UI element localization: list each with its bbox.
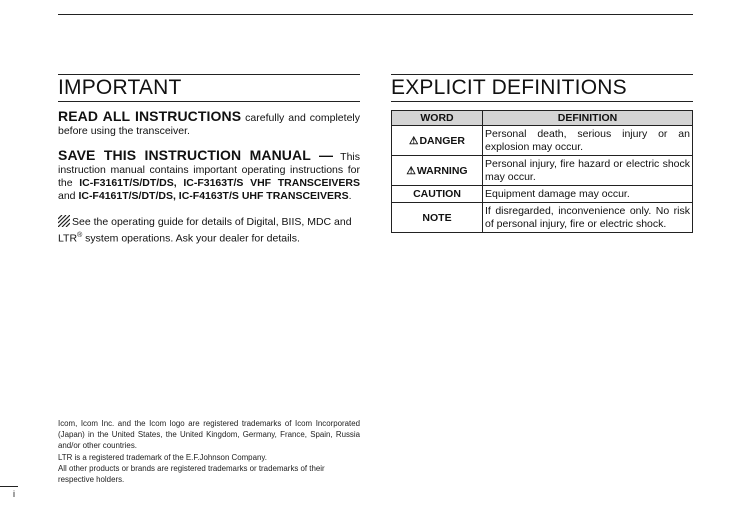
trademark-footer [58, 418, 360, 485]
table-row [392, 203, 693, 233]
save-manual-text-1: This instruction manual contains important operating instructions for the [58, 150, 360, 190]
important-title: IMPORTANT [58, 74, 360, 102]
save-manual-text-3: . [348, 190, 352, 203]
save-manual-text-2: and [58, 190, 79, 203]
word-cell-note: NOTE [392, 203, 483, 233]
table-row [392, 186, 693, 203]
definitions-section [391, 74, 693, 233]
note-text-2: system operations. Ask your dealer for details. [82, 232, 300, 245]
save-manual-lead: SAVE THIS INSTRUCTION MANUAL — [58, 146, 334, 163]
word-warning: WARNING [416, 164, 468, 177]
registered-mark: ® [77, 232, 83, 240]
warning-triangle-icon: ⚠ [409, 134, 419, 147]
page-number: i [13, 489, 15, 499]
word-cell-danger [392, 126, 483, 156]
definition-cell-note: If disregarded, inconvenience only. No risk of personal injury, fire or electric shock. [483, 203, 693, 233]
warning-triangle-icon: ⚠ [406, 164, 416, 177]
word-danger: DANGER [419, 134, 465, 147]
footer-line-icom: Icom, Icom Inc. and the Icom logo are registered trademarks of Icom Incorporated (Japan) in the United States, the United Kingdom, Germany, France, Spain, Russia and/or other countries. [58, 419, 360, 451]
definitions-table [391, 110, 693, 233]
table-header-row [392, 111, 693, 126]
note-hatch-icon [58, 215, 70, 227]
save-manual-paragraph [58, 146, 360, 204]
word-cell-warning [392, 156, 483, 186]
top-rule [58, 14, 693, 15]
important-section [58, 74, 360, 256]
read-instructions-text: carefully and completely before using the transceiver. [58, 112, 360, 138]
definition-cell-caution: Equipment damage may occur. [483, 186, 693, 203]
operating-guide-note [58, 215, 360, 246]
footer-line-others: All other products or brands are registered trademarks or trademarks of their respective holders. [58, 463, 325, 485]
definition-cell-danger: Personal death, serious injury or an explosion may occur. [483, 126, 693, 156]
page-number-rule [0, 486, 18, 487]
read-instructions-paragraph [58, 110, 360, 139]
word-cell-caution: CAUTION [392, 186, 483, 203]
footer-line-ltr: LTR is a registered trademark of the E.F.Johnson Company. [58, 452, 267, 462]
definition-column-header: DEFINITION [483, 111, 693, 126]
note-text-1: See the operating guide for details of Digital, BIIS, MDC and LTR [58, 215, 352, 245]
uhf-model-list: IC-F4161T/S/DT/DS, IC-F4163T/S UHF TRANSCEIVERS [78, 190, 349, 203]
table-row [392, 156, 693, 186]
table-row [392, 126, 693, 156]
read-instructions-lead: READ ALL INSTRUCTIONS [58, 108, 242, 124]
definition-cell-warning: Personal injury, fire hazard or electric shock may occur. [483, 156, 693, 186]
vhf-model-list: IC-F3161T/S/DT/DS, IC-F3163T/S VHF TRANSCEIVERS [79, 177, 360, 190]
word-column-header: WORD [392, 111, 483, 126]
definitions-title: EXPLICIT DEFINITIONS [391, 74, 693, 102]
